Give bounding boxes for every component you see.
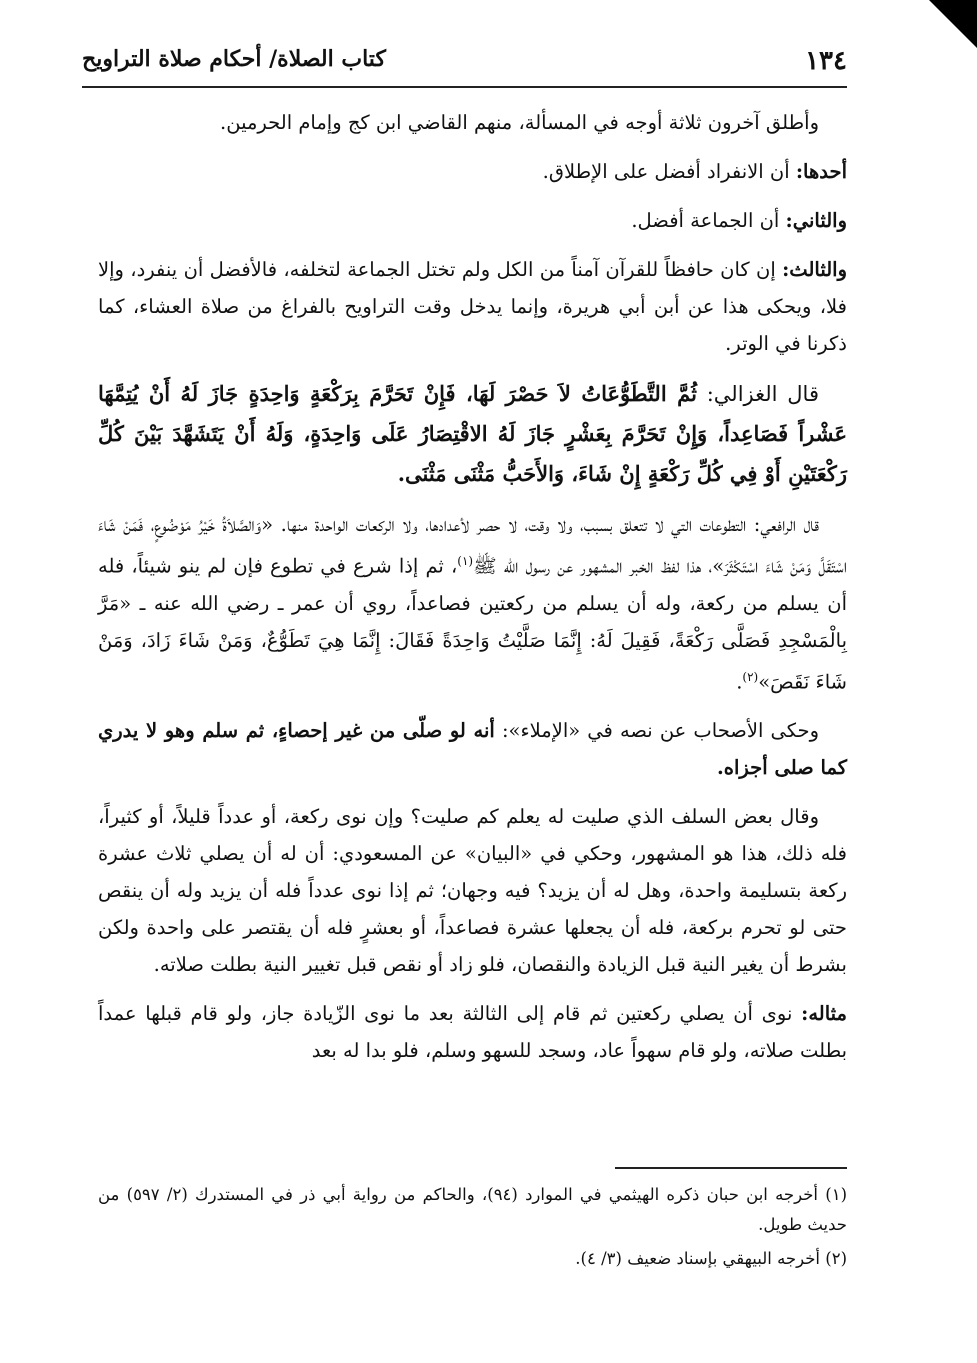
paragraph-second-view	[98, 202, 847, 239]
paragraph-imla	[98, 712, 847, 786]
third-view-label: والثالث:	[782, 258, 847, 281]
first-view-label: أحدها:	[795, 160, 847, 183]
paragraph-rafii	[98, 506, 847, 700]
page-number: ١٣٤	[805, 46, 847, 76]
footnotes	[98, 1180, 847, 1278]
second-view-label: والثاني:	[785, 209, 847, 232]
rafii-text-b: ، ثم إذا شرع في تطوع فإن لم ينو شيئاً، فله أن يسلم من ركعة، وله أن يسلم من ركعتين فصاعداً، روي أن عمر ـ رضي الله عنه ـ «مَرَّ بِالْمَسْجِدِ فَصَلَّى رَكْعَةً، فَقِيلَ لَهُ: إِنَّمَا صَلَّيْتُ وَاحِدَةً فَقَالَ: إِنَّمَا هِيَ تَطَوُّعٌ، وَمَنْ شَاءَ زَادَ، وَمَنْ شَاءَ نَقَصَ»	[98, 554, 847, 693]
rafii-text-c: .	[736, 670, 743, 693]
page-body	[98, 104, 847, 1081]
example-text: نوى أن يصلي ركعتين ثم قام إلى الثالثة بعد ما نوى الزّيادة جاز، ولو قام قبلها عمداً بطلت صلاته، ولو قام سهواً عاد، وسجد للسهو وسلم، فلو بدا له بعد	[98, 1002, 847, 1062]
paragraph-ghazali	[98, 374, 847, 494]
footnote-2: (٢) أخرجه البيهقي بإسناد ضعيف (٣/ ٤).	[575, 1249, 847, 1268]
running-title: كتاب الصلاة/ أحكام صلاة التراويح	[82, 46, 386, 72]
rafii-text-a: قال الرافعي: التطوعات التي لا تتعلق بسبب، ولا وقت، لا حصر لأعدادها، ولا الركعات الواحدة منها. «وَالصَّلاَةُ خَيْرُ مَوْضُوعٍ، فَمَنْ شَاءَ اسْتَقَلَّ وَمَنْ شَاءَ اسْتَكْثَرَ»، هذا لفظ الخبر المشهور عن رسول الله ﷺ	[98, 513, 847, 578]
page-header	[82, 38, 847, 88]
imla-text-a: وحكى الأصحاب عن نصه في «الإملاء»:	[494, 719, 819, 742]
footnote-divider	[615, 1167, 847, 1169]
footnote-ref-1: (١)	[457, 554, 474, 568]
paragraph-1: وأطلق آخرون ثلاثة أوجه في المسألة، منهم القاضي ابن كج وإمام الحرمين.	[220, 111, 819, 134]
imla-text-b: أنه لو صلّى من غير إحصاءٍ، ثم سلم وهو لا يدري كما صلى أجزاه.	[98, 719, 847, 779]
paragraph-example	[98, 995, 847, 1069]
second-view-text: أن الجماعة أفضل.	[631, 209, 786, 232]
paragraph-third-view	[98, 251, 847, 362]
ghazali-quote: ثُمَّ التَّطَوُّعَاتُ لاَ حَصْرَ لَهَا، فَإِنْ تَحَرَّمَ بِرَكْعَةٍ وَاحِدَةٍ جَازَ لَهُ أَنْ يُتِمَّهَا عَشْراً فَصَاعِداً، وَإِنْ تَحَرَّمَ بِعَشْرٍ جَازَ لَهُ الاقْتِصَارُ عَلَى وَاحِدَةٍ، وَلَهُ أَنْ يَتَشَهَّدَ بَيْنَ كُلِّ رَكْعَتَيْنِ أَوْ فِي كُلِّ رَكْعَةٍ إِنْ شَاءَ، وَالأَحَبُّ مَثْنَى مَثْنَى.	[98, 381, 847, 486]
footnote-1: (١) أخرجه ابن حبان ذكره الهيثمي في الموارد (٩٤)، والحاكم من رواية أبي ذر في المستدرك (٢/ ٥٩٧) من حديث طويل.	[98, 1185, 847, 1234]
paragraph-first-view	[98, 153, 847, 190]
ghazali-intro: قال الغزالي:	[696, 382, 819, 406]
example-label: مثاله:	[801, 1002, 847, 1025]
paragraph-salaf: وقال بعض السلف الذي صليت له يعلم كم صليت؟ وإن نوى ركعة، أو عدداً قليلاً، أو كثيراً، فله ذلك، هذا هو المشهور، وحكي في «البيان» عن المسعودي: أن له أن يصلي ثلاث عشرة ركعة بتسليمة واحدة، وهل له أن يزيد؟ فيه وجهان؛ ثم إذا نوى عدداً فله أن يزيد وله أن ينقص حتى لو تحرم بركعة، فله أن يجعلها عشرة فصاعداً، أو بعشرٍ فله أن يقتصر على واحدة ولكن بشرط أن يغير النية قبل الزيادة والنقصان، فلو زاد أو نقص قبل تغيير النية بطلت صلاته.	[98, 805, 847, 976]
page-corner-mark	[929, 0, 977, 48]
footnote-ref-2: (٢)	[742, 669, 759, 684]
first-view-text: أن الانفراد أفضل على الإطلاق.	[542, 160, 796, 183]
third-view-text: إن كان حافظاً للقرآن آمناً من الكل ولم تختل الجماعة لتخلفه، فالأفضل أن ينفرد، وإلا فلا، ويحكى هذا عن أبن أبي هريرة، وإنما يدخل وقت التراويح بالفراغ من صلاة العشاء، كما ذكرنا في الوتر.	[98, 258, 847, 355]
